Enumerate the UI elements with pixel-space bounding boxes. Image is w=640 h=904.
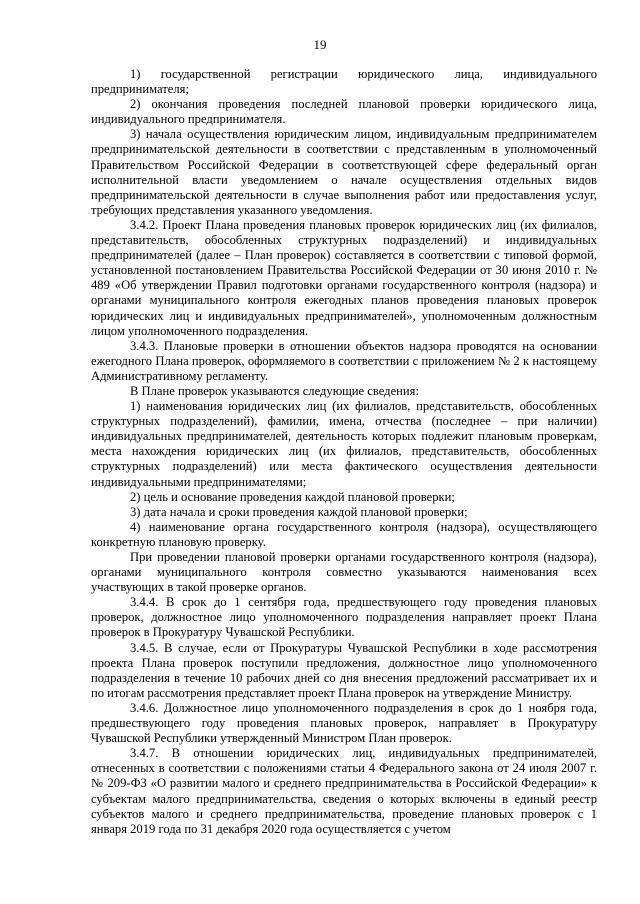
paragraph-1: 1) государственной регистрации юридического лица, индивидуального предпринимателя; <box>91 67 597 97</box>
page-number: 19 <box>313 37 327 52</box>
list-item-1: 1) наименования юридических лиц (их филиалов, представительств, обособленных структурных подразделений), фамилии, имена, отчества (последнее – при наличии) индивидуальных предпринимателей, деятельность которых подлежит плановым проверкам, места нахождения юридических лиц (их филиалов, представительств, обособленных структурных подразделений) или места фактического осуществления деятельности индивидуальными предпринимателями; <box>91 399 597 489</box>
list-item-3: 3) дата начала и сроки проведения каждой плановой проверки; <box>130 504 468 519</box>
paragraph-3-4-6: 3.4.6. Должностное лицо уполномоченного подразделения в срок до 1 ноября года, предшествующего году проведения плановых проверок, направляет в Прокуратуру Чувашской Республики утвержденный Министром План проверок. <box>91 700 597 746</box>
list-item-4: 4) наименование органа государственного контроля (надзора), осуществляющего конкретную плановую проверку. <box>91 519 597 549</box>
list-item-2: 2) цель и основание проведения каждой плановой проверки; <box>130 489 455 504</box>
paragraph-2: 2) окончания проведения последней плановой проверки юридического лица, индивидуального предпринимателя. <box>91 97 597 127</box>
document-body <box>91 67 597 837</box>
paragraph-3-4-3: 3.4.3. Плановые проверки в отношении объектов надзора проводятся на основании ежегодного Плана проверок, оформляемого в соответствии с приложением № 2 к настоящему Административному регламенту. <box>91 338 597 383</box>
paragraph-3-4-7: 3.4.7. В отношении юридических лиц, индивидуальных предпринимателей, отнесенных в соответствии с положениями статьи 4 Федерального закона от 24 июля 2007 г. № 209-ФЗ «О развитии малого и среднего предпринимательства в Российской Федерации» к субъектам малого предпринимательства, сведения о которых включены в единый реестр субъектов малого и среднего предпринимательства, проведение плановых проверок с 1 января 2019 года по 31 декабря 2020 года осуществляется с учетом <box>91 746 597 836</box>
paragraph-3-4-5: 3.4.5. В случае, если от Прокуратуры Чувашской Республики в ходе рассмотрения проекта Плана проверок поступили предложения, должностное лицо уполномоченного подразделения в течение 10 рабочих дней со дня внесения предложений рассматривает их и по итогам рассмотрения представляет проект Плана проверок на утверждение Министру. <box>91 640 597 700</box>
paragraph-3: 3) начала осуществления юридическим лицом, индивидуальным предпринимателем предпринимательской деятельности в соответствии с представленным в уполномоченный Правительством Российской Федерации в соответствующей сфере федеральный орган исполнительной власти уведомлением о начале осуществления отдельных видов предпринимательской деятельности в случае выполнения работ или предоставления услуг, требующих представления указанного уведомления. <box>91 127 597 217</box>
paragraph-joint-inspection: При проведении плановой проверки органами государственного контроля (надзора), органами муниципального контроля совместно указываются наименования всех участвующих в такой проверке органов. <box>91 550 597 595</box>
paragraph-3-4-2: 3.4.2. Проект Плана проведения плановых проверок юридических лиц (их филиалов, представительств, обособленных структурных подразделений) и индивидуальных предпринимателей (далее – План проверок) составляется в соответствии с типовой формой, установленной постановлением Правительства Российской Федерации от 30 июня 2010 г. № 489 «Об утверждении Правил подготовки органами государственного контроля (надзора) и органами муниципального контроля ежегодных планов проведения плановых проверок юридических лиц и индивидуальных предпринимателей», уполномоченным должностным лицом уполномоченного подразделения. <box>91 217 597 338</box>
paragraph-plan-info-intro: В Плане проверок указываются следующие сведения: <box>130 383 419 398</box>
paragraph-3-4-4: 3.4.4. В срок до 1 сентября года, предшествующего году проведения плановых проверок, должностное лицо уполномоченного подразделения направляет проект Плана проверок в Прокуратуру Чувашской Республики. <box>91 595 597 640</box>
